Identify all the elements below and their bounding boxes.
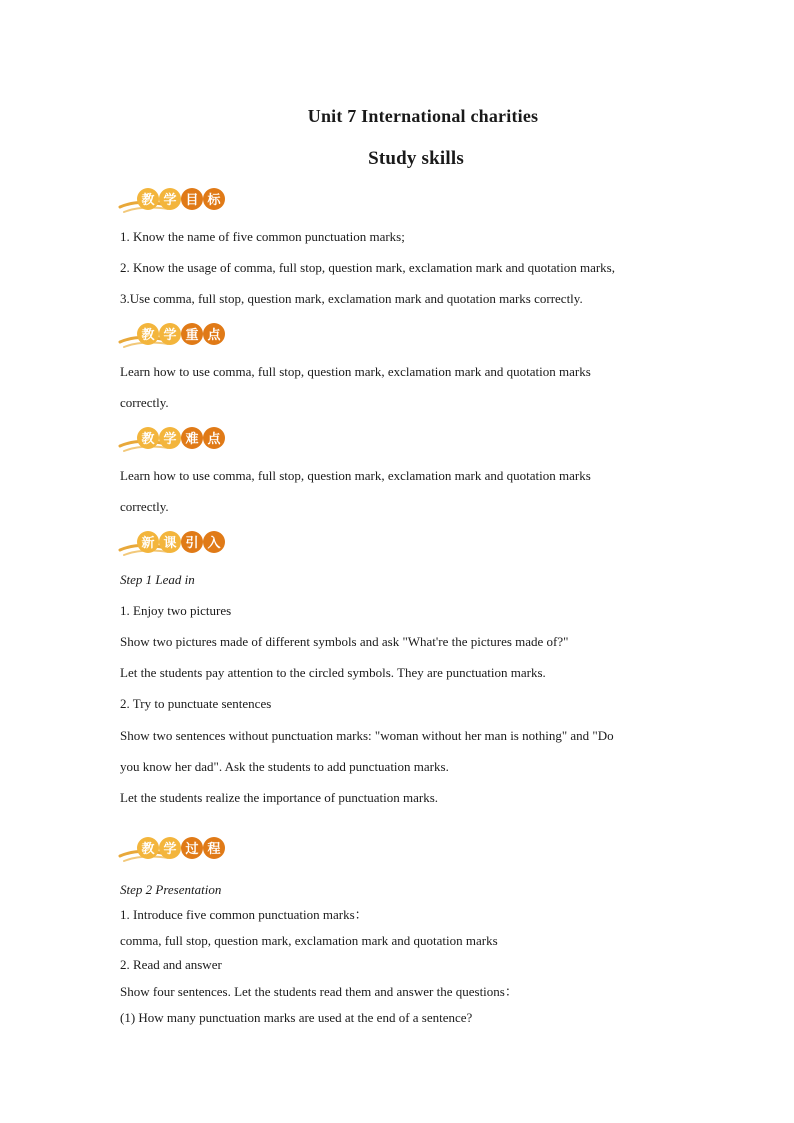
section-badge-difficulties bbox=[118, 424, 228, 454]
lead-in-line: Show two pictures made of different symbols and ask "What're the pictures made of?" bbox=[120, 634, 569, 649]
badge-char: 点 bbox=[207, 328, 221, 343]
objective-line: 3.Use comma, full stop, question mark, exclamation mark and quotation marks correctly. bbox=[120, 291, 583, 306]
badge-char: 点 bbox=[207, 432, 221, 447]
badge-char: 标 bbox=[207, 193, 221, 208]
badge-char: 程 bbox=[207, 842, 221, 857]
badge-char: 教 bbox=[141, 193, 155, 208]
badge-char: 新 bbox=[141, 536, 155, 551]
section-badge-process bbox=[118, 834, 228, 864]
key-point-line: correctly. bbox=[120, 395, 169, 410]
badge-char: 学 bbox=[163, 193, 177, 208]
section-badge-lead-in bbox=[118, 528, 228, 558]
badge-char: 学 bbox=[163, 432, 177, 447]
badge-char: 学 bbox=[163, 328, 177, 343]
lead-in-line: Show two sentences without punctuation marks: "woman without her man is nothing" and "Do bbox=[120, 728, 614, 743]
badge-char: 教 bbox=[141, 432, 155, 447]
lead-in-line: Let the students realize the importance of punctuation marks. bbox=[120, 790, 439, 805]
badge-char: 学 bbox=[163, 842, 177, 857]
badge-char: 过 bbox=[185, 842, 199, 857]
document-title: Unit 7 International charities bbox=[307, 106, 539, 126]
badge-graphic bbox=[118, 320, 228, 350]
difficulty-line: Learn how to use comma, full stop, question mark, exclamation mark and quotation marks bbox=[120, 468, 591, 483]
process-line: 1. Introduce five common punctuation marks： bbox=[120, 907, 368, 922]
lead-in-line: 2. Try to punctuate sentences bbox=[120, 696, 272, 711]
step-heading: Step 2 Presentation bbox=[120, 882, 222, 897]
process-line: 2. Read and answer bbox=[120, 957, 222, 972]
lead-in-line: Let the students pay attention to the circled symbols. They are punctuation marks. bbox=[120, 665, 546, 680]
badge-graphic bbox=[118, 185, 228, 215]
section-badge-key-points bbox=[118, 320, 228, 350]
badge-char: 重 bbox=[185, 328, 199, 343]
process-line: Show four sentences. Let the students read them and answer the questions： bbox=[120, 984, 518, 999]
badge-char: 难 bbox=[185, 432, 199, 447]
badge-char: 入 bbox=[207, 536, 221, 551]
process-line: comma, full stop, question mark, exclamation mark and quotation marks bbox=[120, 933, 498, 948]
lead-in-line: you know her dad". Ask the students to add punctuation marks. bbox=[120, 759, 449, 774]
badge-char: 教 bbox=[141, 842, 155, 857]
lead-in-line: 1. Enjoy two pictures bbox=[120, 603, 232, 618]
document-subtitle: Study skills bbox=[368, 148, 464, 169]
badge-char: 目 bbox=[185, 193, 199, 208]
badge-char: 课 bbox=[163, 536, 177, 551]
badge-char: 教 bbox=[141, 328, 155, 343]
badge-graphic bbox=[118, 424, 228, 454]
objective-line: 1. Know the name of five common punctuation marks; bbox=[120, 229, 405, 244]
step-heading: Step 1 Lead in bbox=[120, 572, 195, 587]
difficulty-line: correctly. bbox=[120, 499, 169, 514]
badge-graphic bbox=[118, 528, 228, 558]
objective-line: 2. Know the usage of comma, full stop, question mark, exclamation mark and quotation marks, bbox=[120, 260, 615, 275]
process-line: (1) How many punctuation marks are used at the end of a sentence? bbox=[120, 1010, 473, 1025]
section-badge-objectives bbox=[118, 185, 228, 215]
badge-graphic bbox=[118, 834, 228, 864]
key-point-line: Learn how to use comma, full stop, question mark, exclamation mark and quotation marks bbox=[120, 364, 591, 379]
badge-char: 引 bbox=[185, 536, 199, 551]
